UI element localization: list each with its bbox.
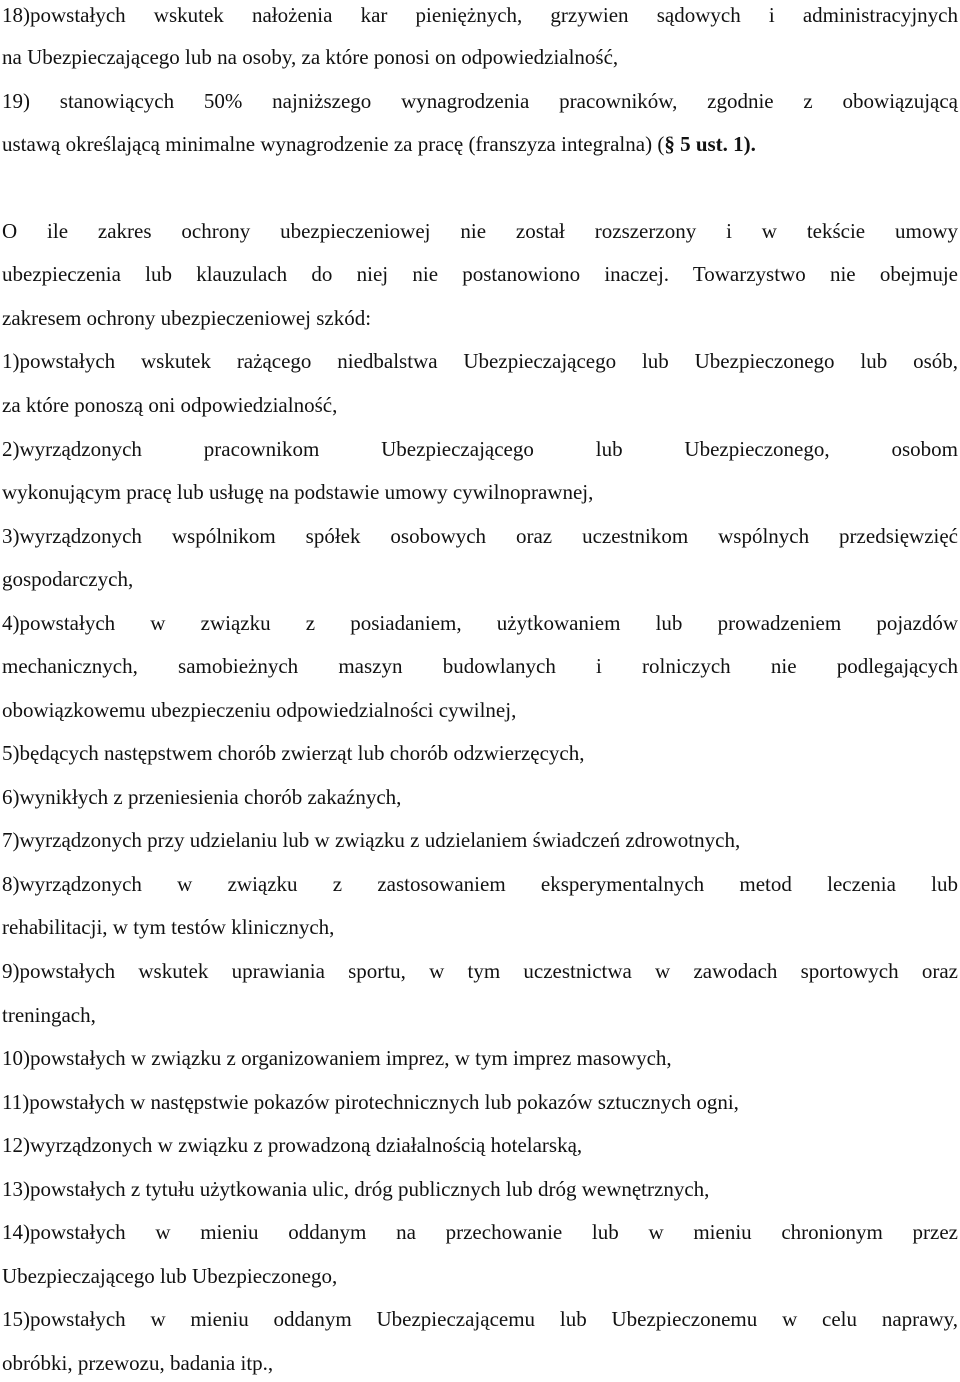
list-item-3: 3)wyrządzonych wspólnikom spółek osobowych oraz uczestnikom wspólnych przedsięwzięć [2,524,958,548]
paragraph-line: zakresem ochrony ubezpieczeniowej szkód: [2,306,372,330]
list-item-8: 8)wyrządzonych w związku z zastosowaniem eksperymentalnych metod leczenia lub [2,872,958,896]
list-item-7: 7)wyrządzonych przy udzielaniu lub w związku z udzielaniem świadczeń zdrowotnych, [2,828,741,852]
list-item-13: 13)powstałych z tytułu użytkowania ulic, dróg publicznych lub dróg wewnętrznych, [2,1177,710,1201]
text-line: 18)powstałych wskutek nałożenia kar pieniężnych, grzywien sądowych i administracyjnych [2,3,958,27]
list-item-5: 5)będących następstwem chorób zwierząt lub chorób odzwierzęcych, [2,741,585,765]
list-item-2-cont: wykonującym pracę lub usługę na podstawie umowy cywilnoprawnej, [2,480,594,504]
list-item-4-cont: obowiązkowemu ubezpieczeniu odpowiedzialności cywilnej, [2,698,517,722]
paragraph-reference: § 5 ust. 1). [664,132,756,156]
list-item-10: 10)powstałych w związku z organizowaniem imprez, w tym imprez masowych, [2,1046,672,1070]
paragraph-line: O ile zakres ochrony ubezpieczeniowej nie został rozszerzony i w tekście umowy [2,219,958,243]
list-item-6: 6)wynikłych z przeniesienia chorób zakaźnych, [2,785,402,809]
list-item-1-cont: za które ponoszą oni odpowiedzialność, [2,393,338,417]
list-item-9: 9)powstałych wskutek uprawiania sportu, w tym uczestnictwa w zawodach sportowych oraz [2,959,958,983]
text-line: 19) stanowiących 50% najniższego wynagrodzenia pracowników, zgodnie z obowiązującą [2,89,958,113]
list-item-4: 4)powstałych w związku z posiadaniem, użytkowaniem lub prowadzeniem pojazdów [2,611,958,635]
list-item-14: 14)powstałych w mieniu oddanym na przechowanie lub w mieniu chronionym przez [2,1220,958,1244]
text-segment: ustawą określającą minimalne wynagrodzenie za pracę (franszyza integralna) ( [2,132,665,156]
list-item-15: 15)powstałych w mieniu oddanym Ubezpieczającemu lub Ubezpieczonemu w celu naprawy, [2,1307,958,1331]
list-item-14-cont: Ubezpieczającego lub Ubezpieczonego, [2,1264,338,1288]
list-item-11: 11)powstałych w następstwie pokazów pirotechnicznych lub pokazów sztucznych ogni, [2,1090,739,1114]
text-line: na Ubezpieczającego lub na osoby, za które ponosi on odpowiedzialność, [2,45,619,69]
list-item-1: 1)powstałych wskutek rażącego niedbalstwa Ubezpieczającego lub Ubezpieczonego lub osób, [2,349,958,373]
paragraph-line: ubezpieczenia lub klauzulach do niej nie postanowiono inaczej. Towarzystwo nie obejmuje [2,262,958,286]
list-item-9-cont: treningach, [2,1003,96,1027]
list-item-2: 2)wyrządzonych pracownikom Ubezpieczającego lub Ubezpieczonego, osobom [2,437,958,461]
list-item-8-cont: rehabilitacji, w tym testów klinicznych, [2,915,335,939]
list-item-3-cont: gospodarczych, [2,567,134,591]
list-item-15-cont: obróbki, przewozu, badania itp., [2,1351,274,1375]
list-item-4-cont: mechanicznych, samobieżnych maszyn budowlanych i rolniczych nie podlegających [2,654,958,678]
text-line [2,129,958,159]
list-item-12: 12)wyrządzonych w związku z prowadzoną działalnością hotelarską, [2,1133,583,1157]
